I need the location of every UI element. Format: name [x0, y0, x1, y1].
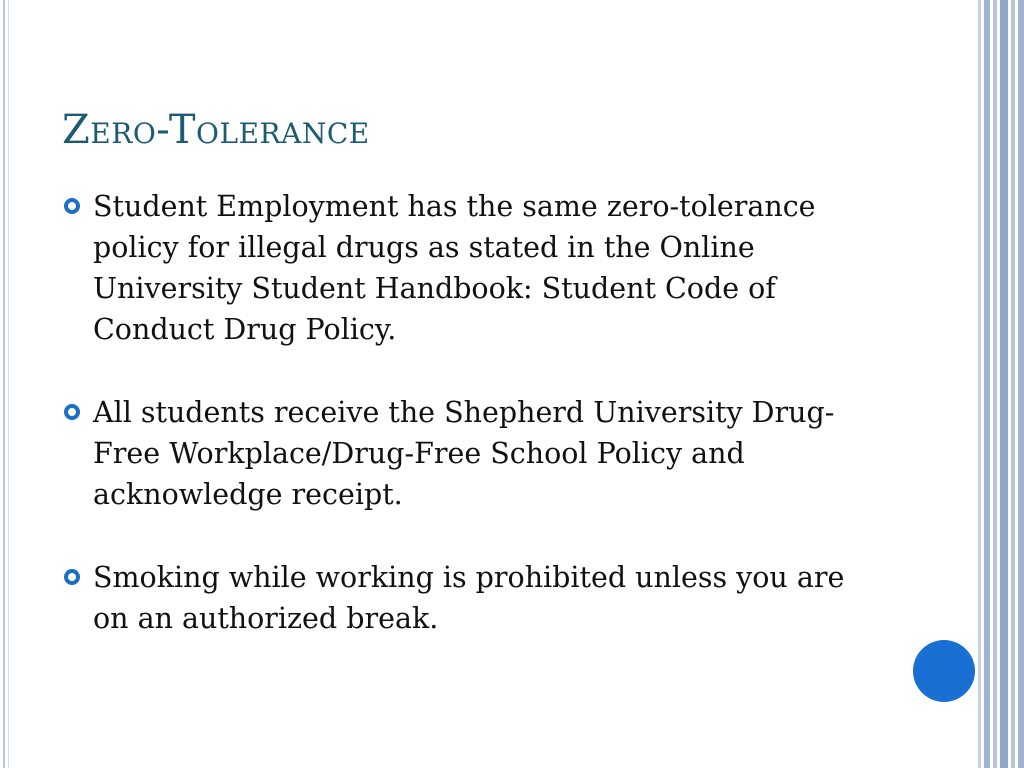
bullet-text: Smoking while working is prohibited unless you are on an authorized break.: [93, 561, 845, 635]
bullet-item: [62, 186, 882, 350]
decorative-circle: [913, 640, 975, 702]
bullet-text: Student Employment has the same zero-tolerance policy for illegal drugs as stated in the Online University Student Handbook: Student Code of Conduct Drug Policy.: [93, 190, 816, 346]
ring-bullet-icon: [64, 198, 80, 214]
slide-title: Zero-Tolerance: [62, 107, 370, 153]
right-stripe-decoration: [978, 0, 1024, 768]
left-border-decoration: [0, 0, 12, 768]
bullet-text: All students receive the Shepherd University Drug-Free Workplace/Drug-Free School Policy and acknowledge receipt.: [93, 396, 835, 511]
bullet-list: [62, 186, 882, 681]
ring-bullet-icon: [64, 569, 80, 585]
bullet-item: [62, 392, 882, 515]
ring-bullet-icon: [64, 404, 80, 420]
bullet-item: [62, 557, 882, 639]
